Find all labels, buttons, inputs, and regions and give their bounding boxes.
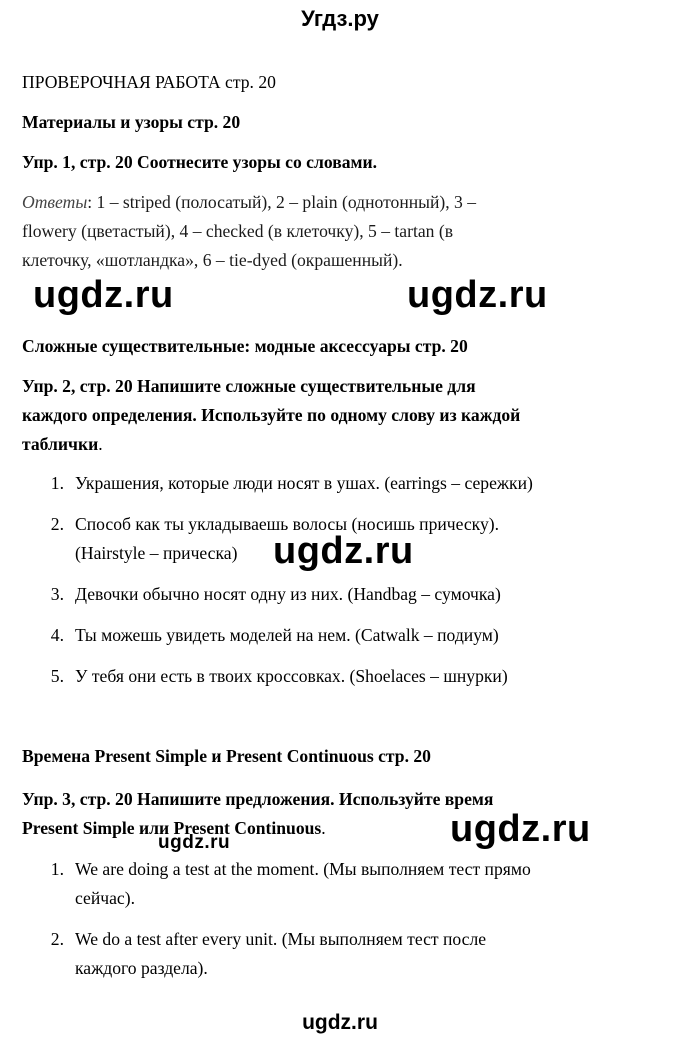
list-item-number: 2. [50,929,64,949]
list-item: У тебя они есть в твоих кроссовках. (Shoelaces – шнурки) [75,666,508,686]
section3-title: Времена Present Simple и Present Continuous стр. 20 [22,746,431,766]
list-item: Девочки обычно носят одну из них. (Handbag – сумочка) [75,584,501,604]
site-footer: ugdz.ru [302,1011,378,1034]
exercise3-title-dot: . [321,818,326,838]
watermark-small: ugdz.ru [158,832,231,853]
watermark: ugdz.ru [450,808,591,850]
list-item: Украшения, которые люди носят в ушах. (earrings – сережки) [75,473,533,493]
list-item-number: 1. [50,473,64,493]
list-item-number: 4. [50,625,64,645]
answers-line-3: клеточку, «шотландка», 6 – tie-dyed (окрашенный). [22,250,403,270]
exercise2-title-dot: . [98,434,103,454]
list-item-number: 2. [50,514,64,534]
watermark: ugdz.ru [33,274,174,316]
watermark: ugdz.ru [273,530,414,572]
exercise2-title-line-2: каждого определения. Используйте по одному слову из каждой [22,405,521,425]
answers-text-1: : 1 – striped (полосатый), 2 – plain (однотонный), 3 – [87,192,477,212]
list-item-number: 3. [50,584,64,604]
page-heading: ПРОВЕРОЧНАЯ РАБОТА стр. 20 [22,72,276,92]
answers-label: Ответы [22,192,88,212]
list-item-number: 1. [50,859,64,879]
list-item-continued: (Hairstyle – прическа) [75,543,238,563]
list-item: We do a test after every unit. (Мы выполняем тест после [75,929,487,949]
answers-line-1 [22,188,642,217]
watermark: ugdz.ru [407,274,548,316]
site-title: Угдз.ру [301,6,379,31]
exercise3-title-line-1: Упр. 3, стр. 20 Напишите предложения. Используйте время [22,789,494,809]
exercise2-title-line-3 [22,430,642,459]
list-item-continued: каждого раздела). [75,958,208,978]
list-item-number: 5. [50,666,64,686]
exercise2-title-line-1: Упр. 2, стр. 20 Напишите сложные существительные для [22,376,476,396]
list-item: Способ как ты укладываешь волосы (носишь прическу). [75,514,500,534]
answers-line-2: flowery (цветастый), 4 – checked (в клеточку), 5 – tartan (в [22,221,454,241]
list-item: We are doing a test at the moment. (Мы выполняем тест прямо [75,859,531,879]
exercise3-title-end: Present Simple или Present Continuous [22,818,322,838]
list-item: Ты можешь увидеть моделей на нем. (Catwalk – подиум) [75,625,499,645]
exercise2-title-end: таблички [22,434,99,454]
list-item-continued: сейчас). [75,888,135,908]
exercise1-title: Упр. 1, стр. 20 Соотнесите узоры со словами. [22,152,378,172]
section2-title: Сложные существительные: модные аксессуары стр. 20 [22,336,468,356]
section1-title: Материалы и узоры стр. 20 [22,112,241,132]
